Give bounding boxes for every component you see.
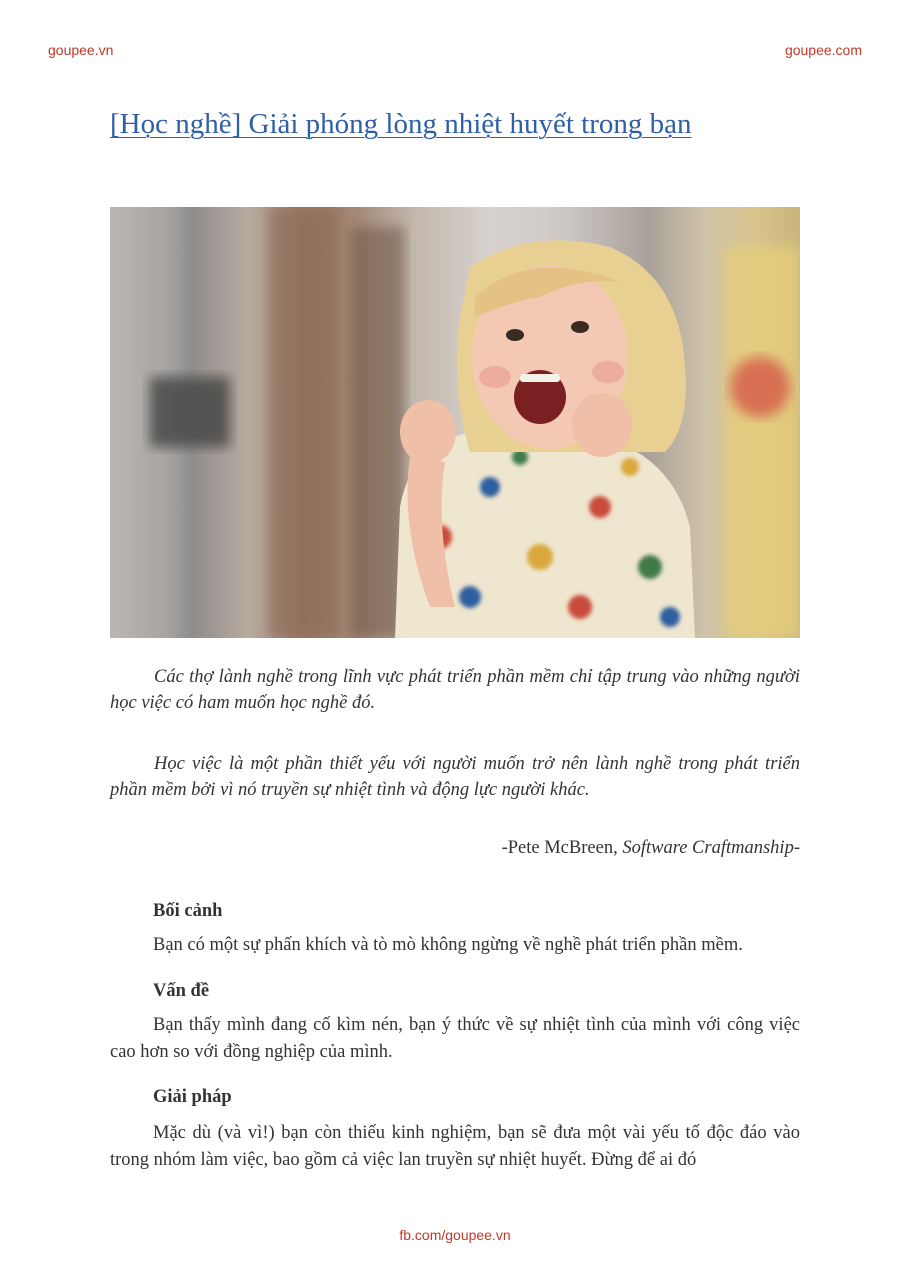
quote-paragraph: Các thợ lành nghề trong lĩnh vực phát triển phần mềm chỉ tập trung vào những người học việc có ham muốn học nghề đó.	[110, 667, 800, 713]
section-heading: Vấn đề	[153, 981, 210, 1001]
section-body: Mặc dù (và vì!) bạn còn thiếu kinh nghiệm, bạn sẽ đưa một vài yếu tố độc đáo vào trong nhóm làm việc, bao gồm cả việc lan truyền sự nhiệt huyết. Đừng để ai đó	[110, 1123, 800, 1170]
section-body: Bạn có một sự phấn khích và tò mò không ngừng về nghề phát triển phần mềm.	[153, 935, 743, 955]
article-title[interactable]: [Học nghề] Giải phóng lòng nhiệt huyết trong bạn	[110, 108, 692, 140]
quote-attribution	[502, 838, 800, 859]
quote-paragraph: Học việc là một phần thiết yếu với người muốn trở nên lành nghề trong phát triển phần mềm bởi vì nó truyền sự nhiệt tình và động lực người khác.	[110, 754, 800, 800]
section-heading: Giải pháp	[153, 1087, 232, 1107]
section-heading: Bối cảnh	[153, 901, 223, 921]
section-body: Bạn thấy mình đang cố kìm nén, bạn ý thức về sự nhiệt tình của mình với công việc cao hơn so với đồng nghiệp của mình.	[110, 1015, 800, 1062]
footer-link[interactable]: fb.com/goupee.vn	[399, 1227, 511, 1243]
attribution-suffix: -	[793, 838, 800, 858]
header-site-right[interactable]: goupee.com	[784, 42, 862, 58]
article-photo	[110, 207, 800, 638]
child-photo-illustration	[110, 207, 800, 638]
header-site-left[interactable]: goupee.vn	[48, 42, 114, 58]
attribution-work: Software Craftmanship	[622, 838, 794, 858]
attribution-author: -Pete McBreen,	[501, 838, 623, 858]
